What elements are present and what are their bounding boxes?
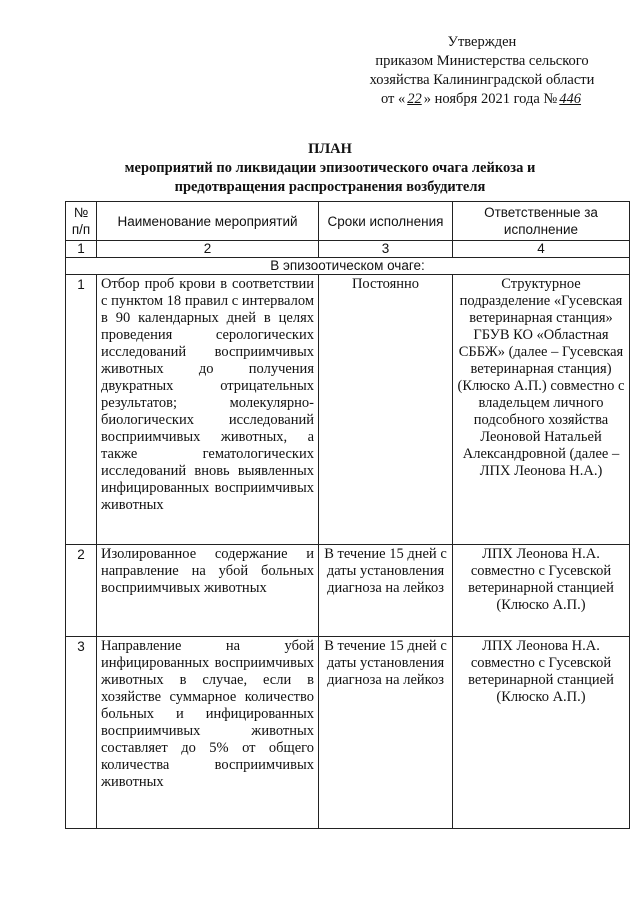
handwritten-order-number: 446 [559,91,582,107]
plan-table [65,201,630,829]
row-term: В течение 15 дней с даты установления диагноза на лейкоз [319,637,453,829]
approval-line-1: Утвержден [447,34,517,50]
table-row [66,545,630,637]
handwritten-day: 22 [407,91,422,107]
column-number-row [66,241,630,258]
document-title [60,140,600,197]
row-term: В течение 15 дней с даты установления диагноза на лейкоз [319,545,453,637]
col-number: 3 [319,241,453,258]
row-resp: ЛПХ Леонова Н.А. совместно с Гусевской ветеринарной станцией (Клюско А.П.) [453,545,630,637]
col-number: 1 [66,241,97,258]
row-resp: Структурное подразделение «Гусевская ветеринарная станция» ГБУВ КО «Областная СББЖ» (далее – Гусевская ветеринарная станция) (Клюско А.П.) совместно с владельцем личного подсобного хозяйства Леоновой Натальей Александровной (далее – ЛПХ Леонова Н.А.) [453,275,630,545]
date-middle: » ноября 2021 года № [423,91,558,107]
table-row [66,637,630,829]
header-row [66,202,630,241]
row-term: Постоянно [319,275,453,545]
section-row [66,258,630,275]
title-line-2: предотвращения распространения возбудителя [174,179,486,195]
row-name: Изолированное содержание и направление на убой больных восприимчивых животных [97,545,319,637]
date-prefix: от « [380,91,406,107]
row-num: 1 [66,275,97,545]
col-number: 2 [97,241,319,258]
approval-line-2: приказом Министерства сельского [375,53,589,69]
row-num: 2 [66,545,97,637]
approval-line-3: хозяйства Калининградской области [369,72,595,88]
row-name: Отбор проб крови в соответствии с пунктом 18 правил с интервалом в 90 календарных дней в целях проведения серологических исследований восприимчивых животных до получения двукратных отрицательных результатов; молекулярно-биологических исследований восприимчивых животных, а также гематологических исследований вновь выявленных инфицированных восприимчивых животных [97,275,319,545]
header-num: № п/п [66,202,97,241]
section-title: В эпизоотическом очаге: [66,258,630,275]
row-resp: ЛПХ Леонова Н.А. совместно с Гусевской ветеринарной станцией (Клюско А.П.) [453,637,630,829]
title-heading: ПЛАН [308,141,352,157]
header-resp: Ответственные за исполнение [453,202,630,241]
header-term: Сроки исполнения [319,202,453,241]
approval-stamp [352,33,612,109]
table-row [66,275,630,545]
title-line-1: мероприятий по ликвидации эпизоотического очага лейкоза и [124,160,536,176]
row-name: Направление на убой инфицированных восприимчивых животных в случае, если в хозяйстве суммарное количество больных и инфицированных восприимчивых животных составляет до 5% от общего количества восприимчивых животных [97,637,319,829]
approval-date-line [352,90,612,109]
header-name: Наименование мероприятий [97,202,319,241]
row-num: 3 [66,637,97,829]
col-number: 4 [453,241,630,258]
